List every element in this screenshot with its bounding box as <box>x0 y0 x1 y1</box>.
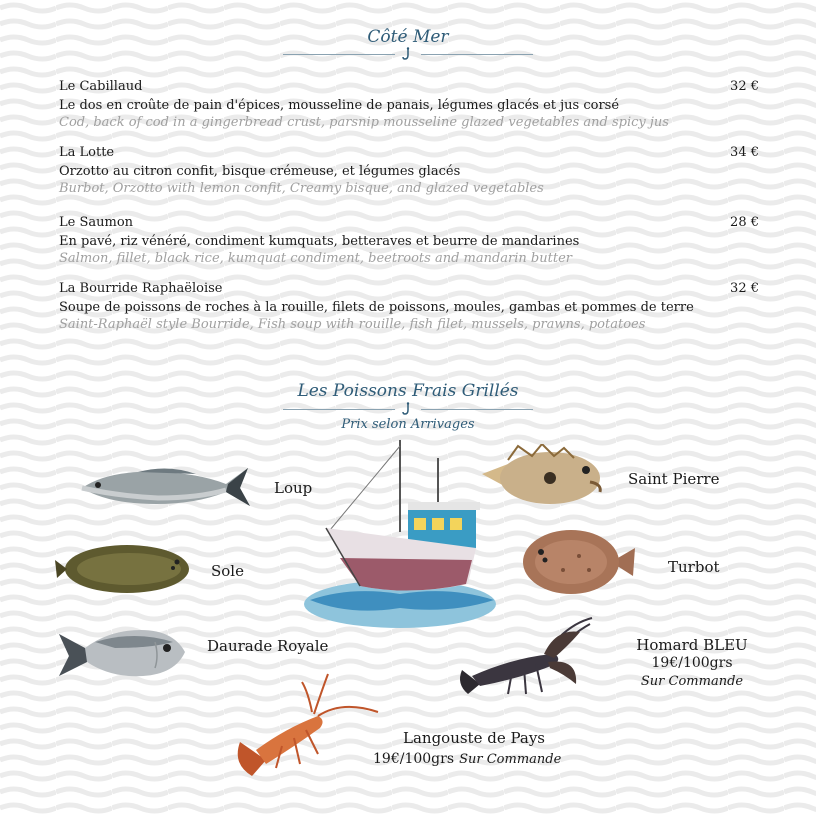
dish-name: La Lotte <box>59 145 115 160</box>
dish-price: 32 € <box>730 79 759 94</box>
fish-label-turbot: Turbot <box>668 558 720 576</box>
hook-icon <box>400 47 416 61</box>
dish-price: 28 € <box>730 215 759 230</box>
dish-description-fr: Le dos en croûte de pain d'épices, mousseline de panais, légumes glacés et jus corsé <box>59 98 620 113</box>
homard-price: 19€/100grs <box>651 655 733 671</box>
langouste-price: 19€/100grs <box>373 751 454 767</box>
grill-section-subtitle: Prix selon Arrivages <box>341 417 475 432</box>
dish-description-fr: Soupe de poissons de roches à la rouille, filets de poissons, moules, gambas et pommes de terre <box>59 300 694 315</box>
john-dory-illustration <box>478 444 606 510</box>
sea-section-title: Côté Mer <box>367 27 449 47</box>
dish-item-lotte <box>59 145 759 197</box>
fish-label-daurade: Daurade Royale <box>207 637 329 655</box>
fish-label-langouste: Langouste de Pays <box>403 729 546 747</box>
dish-description-en: Cod, back of cod in a gingerbread crust, parsnip mousseline glazed vegetables and spicy jus <box>59 115 669 130</box>
fish-label-sole: Sole <box>211 562 244 580</box>
dish-price: 32 € <box>730 281 759 296</box>
dish-description-en: Burbot, Orzotto with lemon confit, Creamy bisque, and glazed vegetables <box>59 181 544 196</box>
sea-bream-illustration <box>55 626 189 682</box>
dish-name: Le Saumon <box>59 215 134 230</box>
blue-lobster-illustration <box>452 614 594 700</box>
sea-section-divider <box>283 47 533 61</box>
dish-description-fr: En pavé, riz vénéré, condiment kumquats, betteraves et beurre de mandarines <box>59 234 580 249</box>
langouste-note: Sur Commande <box>459 752 562 767</box>
dish-name: La Bourride Raphaëloise <box>59 281 223 296</box>
sole-illustration <box>55 540 193 598</box>
dish-description-en: Saint-Raphaël style Bourride, Fish soup with rouille, fish filet, mussels, prawns, potatoes <box>59 317 646 332</box>
dish-item-saumon <box>59 215 759 267</box>
langouste-price-row <box>373 748 561 767</box>
fish-label-homard: Homard BLEU <box>636 636 748 654</box>
dish-name: Le Cabillaud <box>59 79 143 94</box>
dish-description-fr: Orzotto au citron confit, bisque crémeuse, et légumes glacés <box>59 164 461 179</box>
sea-bass-illustration <box>78 464 254 510</box>
dish-price: 34 € <box>730 145 759 160</box>
hook-icon <box>400 402 416 416</box>
dish-item-cabillaud <box>59 79 759 131</box>
grill-section-title: Les Poissons Frais Grillés <box>297 381 519 401</box>
grill-section-divider <box>283 402 533 416</box>
fish-label-loup: Loup <box>274 479 313 497</box>
fishing-boat-illustration <box>300 436 500 642</box>
homard-note: Sur Commande <box>640 674 744 689</box>
turbot-illustration <box>519 526 637 598</box>
fish-label-saint-pierre: Saint Pierre <box>628 470 720 488</box>
spiny-lobster-illustration <box>232 672 380 784</box>
dish-item-bourride <box>59 281 759 333</box>
dish-description-en: Salmon, fillet, black rice, kumquat condiment, beetroots and mandarin butter <box>59 251 572 266</box>
